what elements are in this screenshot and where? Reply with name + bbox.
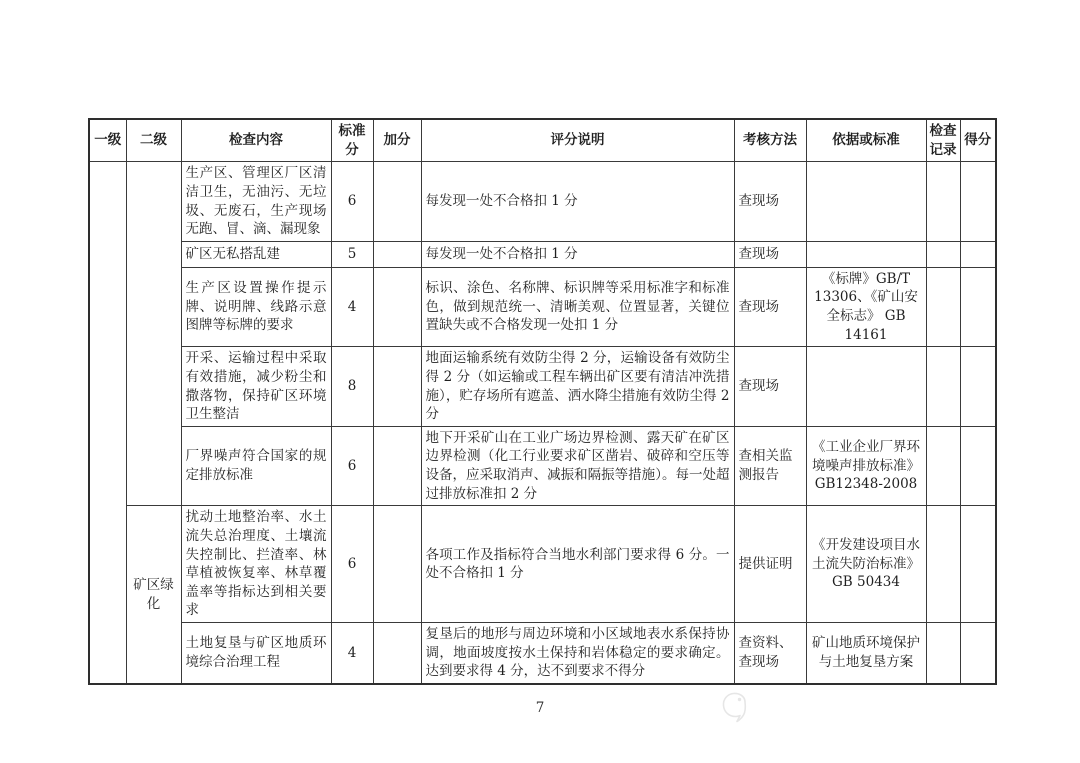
speech-bubble-watermark-icon (712, 688, 754, 730)
cell-basis (806, 241, 926, 267)
cell-content: 开采、运输过程中采取有效措施，减少粉尘和撒落物，保持矿区环境卫生整洁 (181, 347, 331, 427)
page-number: 7 (535, 700, 545, 716)
table-row (89, 162, 996, 242)
cell-record (926, 267, 960, 347)
header-method: 考核方法 (734, 119, 806, 162)
header-scoring: 评分说明 (421, 119, 734, 162)
cell-standard-score: 8 (331, 347, 373, 427)
cell-content: 生产区、管理区厂区清洁卫生，无油污、无垃圾、无废石，生产现场无跑、冒、滴、漏现象 (181, 162, 331, 242)
cell-scoring: 各项工作及指标符合当地水利部门要求得 6 分。一处不合格扣 1 分 (421, 506, 734, 623)
cell-bonus (373, 347, 421, 427)
cell-bonus (373, 623, 421, 684)
cell-content: 矿区无私搭乱建 (181, 241, 331, 267)
header-content: 检查内容 (181, 119, 331, 162)
cell-basis (806, 162, 926, 242)
cell-standard-score: 6 (331, 506, 373, 623)
cell-score (960, 506, 996, 623)
table-row (89, 506, 996, 623)
cell-level2-bottom: 矿区绿化 (126, 506, 181, 684)
table-row (89, 241, 996, 267)
cell-record (926, 623, 960, 684)
cell-basis: 《标牌》GB/T 13306、《矿山安全标志》 GB 14161 (806, 267, 926, 347)
cell-standard-score: 4 (331, 623, 373, 684)
header-standard-score: 标准分 (331, 119, 373, 162)
cell-scoring: 地下开采矿山在工业广场边界检测、露天矿在矿区边界检测（化工行业要求矿区凿岩、破碎和空压等设备，应采取消声、减振和隔振等措施）。每一处超过排放标准扣 2 分 (421, 426, 734, 506)
cell-scoring: 每发现一处不合格扣 1 分 (421, 162, 734, 242)
cell-method: 查相关监测报告 (734, 426, 806, 506)
cell-method: 查现场 (734, 162, 806, 242)
cell-standard-score: 4 (331, 267, 373, 347)
cell-standard-score: 6 (331, 162, 373, 242)
cell-scoring: 每发现一处不合格扣 1 分 (421, 241, 734, 267)
header-bonus: 加分 (373, 119, 421, 162)
header-record: 检查记录 (926, 119, 960, 162)
cell-score (960, 162, 996, 242)
cell-bonus (373, 506, 421, 623)
cell-standard-score: 5 (331, 241, 373, 267)
inspection-score-table (88, 118, 997, 685)
cell-method: 查现场 (734, 347, 806, 427)
cell-basis: 《开发建设项目水土流失防治标准》GB 50434 (806, 506, 926, 623)
cell-record (926, 426, 960, 506)
cell-record (926, 506, 960, 623)
cell-level2-top (126, 162, 181, 506)
cell-content: 生产区设置操作提示牌、说明牌、线路示意图牌等标牌的要求 (181, 267, 331, 347)
cell-score (960, 623, 996, 684)
header-level2: 二级 (126, 119, 181, 162)
cell-content: 土地复垦与矿区地质环境综合治理工程 (181, 623, 331, 684)
table-row (89, 267, 996, 347)
cell-record (926, 162, 960, 242)
table-row (89, 347, 996, 427)
cell-score (960, 426, 996, 506)
cell-bonus (373, 162, 421, 242)
cell-score (960, 347, 996, 427)
cell-method: 查资料、查现场 (734, 623, 806, 684)
cell-bonus (373, 241, 421, 267)
cell-scoring: 标识、涂色、名称牌、标识牌等采用标准字和标准色，做到规范统一、清晰美观、位置显著，关键位置缺失或不合格发现一处扣 1 分 (421, 267, 734, 347)
table-row (89, 426, 996, 506)
cell-basis (806, 347, 926, 427)
cell-content: 厂界噪声符合国家的规定排放标准 (181, 426, 331, 506)
table-header-row (89, 119, 996, 162)
cell-score (960, 241, 996, 267)
cell-level1 (89, 162, 126, 684)
cell-basis: 矿山地质环境保护与土地复垦方案 (806, 623, 926, 684)
cell-scoring: 地面运输系统有效防尘得 2 分，运输设备有效防尘得 2 分（如运输或工程车辆出矿区要有清洁冲洗措施），贮存场所有遮盖、洒水降尘措施有效防尘得 2 分 (421, 347, 734, 427)
cell-method: 查现场 (734, 241, 806, 267)
cell-basis: 《工业企业厂界环境噪声排放标准》GB12348-2008 (806, 426, 926, 506)
cell-method: 查现场 (734, 267, 806, 347)
cell-standard-score: 6 (331, 426, 373, 506)
cell-method: 提供证明 (734, 506, 806, 623)
cell-record (926, 241, 960, 267)
table-row (89, 623, 996, 684)
header-basis: 依据或标准 (806, 119, 926, 162)
header-level1: 一级 (89, 119, 126, 162)
cell-record (926, 347, 960, 427)
cell-scoring: 复垦后的地形与周边环境和小区域地表水系保持协调，地面坡度按水土保持和岩体稳定的要求确定。达到要求得 4 分，达不到要求不得分 (421, 623, 734, 684)
header-score: 得分 (960, 119, 996, 162)
cell-bonus (373, 426, 421, 506)
cell-content: 扰动土地整治率、水土流失总治理度、土壤流失控制比、拦渣率、林草植被恢复率、林草覆盖率等指标达到相关要求 (181, 506, 331, 623)
cell-bonus (373, 267, 421, 347)
cell-score (960, 267, 996, 347)
